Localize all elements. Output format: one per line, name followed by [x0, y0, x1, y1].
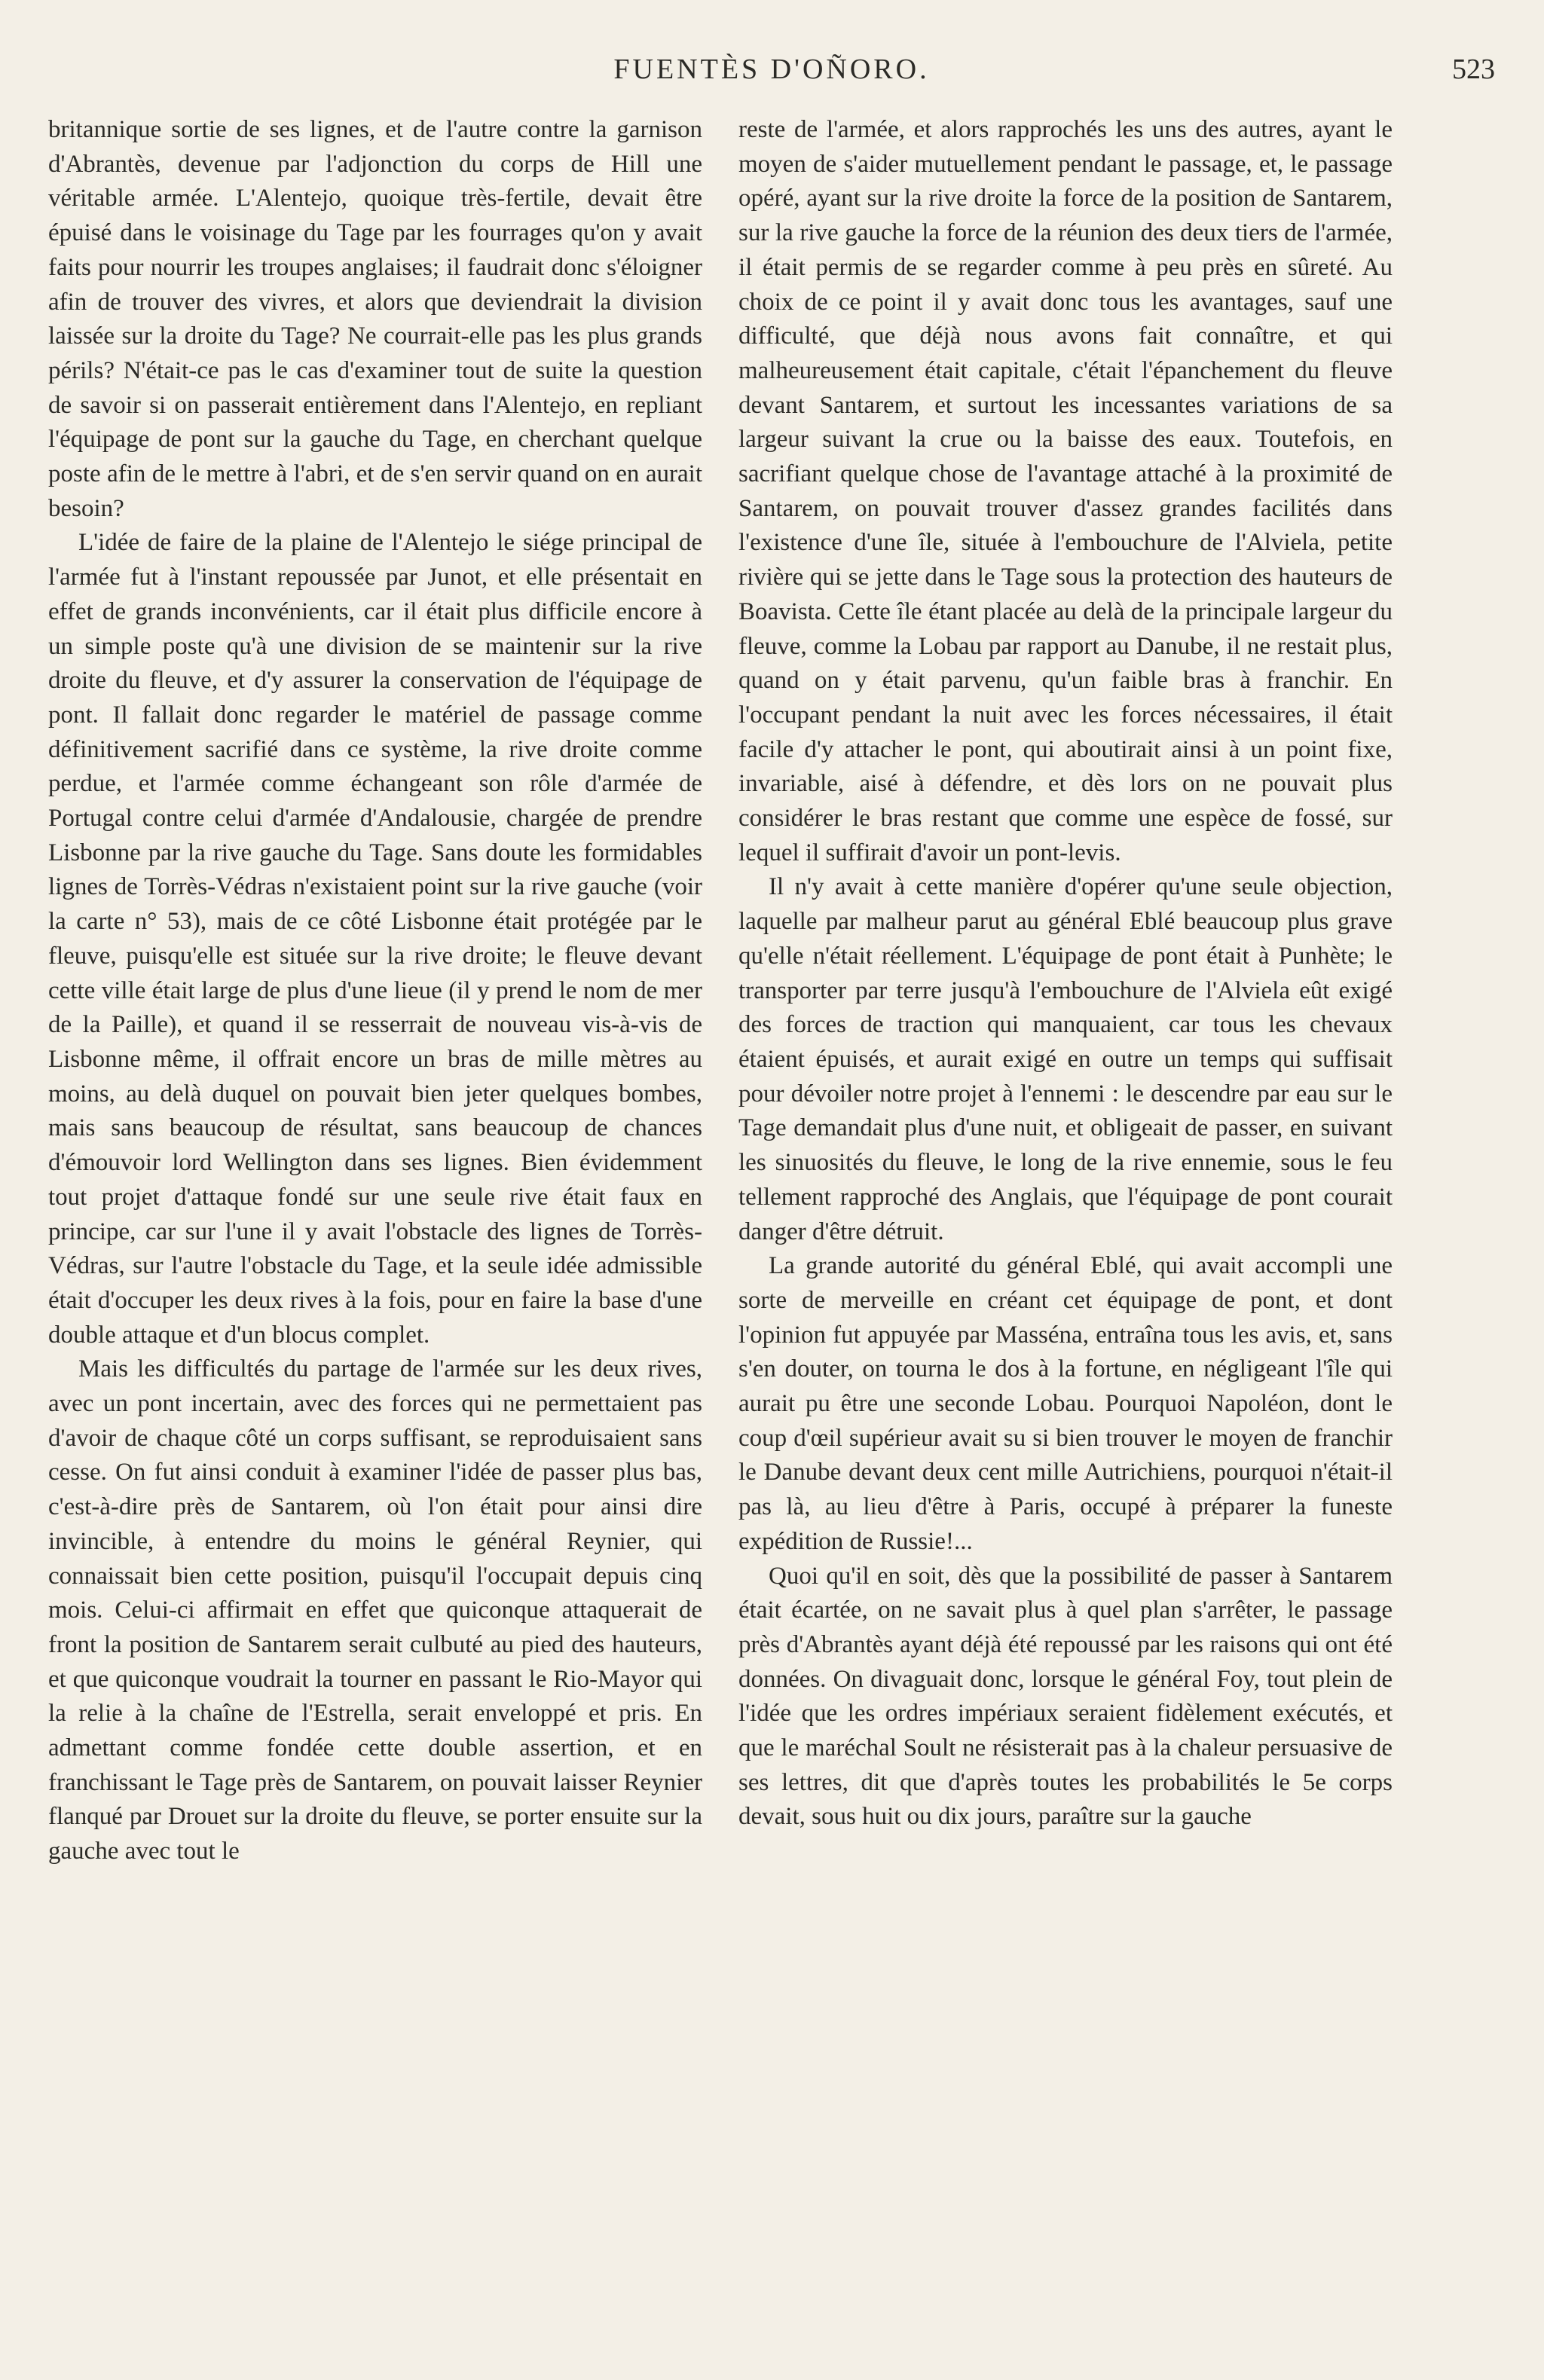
paragraph: reste de l'armée, et alors rapprochés les uns des autres, ayant le moyen de s'aider mutuellement pendant le passage, et, le passage opéré, ayant sur la rive droite la force de la position de Santarem, sur la rive gauche la force de la réunion des deux tiers de l'armée, il était permis de se regarder comme à peu près en sûreté. Au choix de ce point il y avait donc tous les avantages, sauf une difficulté, que déjà nous avons fait connaître, et qui malheureusement était capitale, c'était l'épanchement du fleuve devant Santarem, et surtout les incessantes variations de sa largeur suivant la crue ou la baisse des eaux. Toutefois, en sacrifiant quelque chose de l'avantage attaché à la proximité de Santarem, on pouvait trouver d'assez grandes facilités dans l'existence d'une île, située à l'embouchure de l'Alviela, petite rivière qui se jette dans le Tage sous la protection des hauteurs de Boavista. Cette île étant placée au delà de la principale largeur du fleuve, comme la Lobau par rapport au Danube, il ne restait plus, quand on y était parvenu, qu'un faible bras à franchir. En l'occupant pendant la nuit avec les forces nécessaires, il était facile d'y attacher le pont, qui aboutirait ainsi à un point fixe, invariable, aisé à défendre, et dès lors on ne pouvait plus considérer le bras restant que comme une espèce de fossé, sur lequel il suffirait d'avoir un pont-levis. [738, 116, 1393, 866]
running-title: FUENTÈS D'OÑORO. [613, 53, 930, 85]
right-column [738, 113, 1393, 2366]
page-number: 523 [1452, 53, 1495, 85]
paragraph: Il n'y avait à cette manière d'opérer qu'une seule objection, laquelle par malheur parut au général Eblé beaucoup plus grave qu'elle n'était réellement. L'équipage de pont était à Punhète; le transporter par terre jusqu'à l'embouchure de l'Alviela eût exigé des forces de traction qui manquaient, car tous les chevaux étaient épuisés, et aurait exigé en outre un temps qui suffisait pour dévoiler notre projet à l'ennemi : le descendre par eau sur le Tage demandait plus d'une nuit, et obligeait de passer, en suivant les sinuosités du fleuve, le long de la rive ennemie, sous le feu tellement rapproché des Anglais, que l'équipage de pont courait danger d'être détruit. [738, 873, 1393, 1245]
left-column [48, 113, 702, 2366]
paragraph: Mais les difficultés du partage de l'armée sur les deux rives, avec un pont incertain, avec des forces qui ne permettaient pas d'avoir de chaque côté un corps suffisant, se reproduisaient sans cesse. On fut ainsi conduit à examiner l'idée de passer plus bas, c'est-à-dire près de Santarem, où l'on était pour ainsi dire invincible, à entendre du moins le général Reynier, qui connaissait bien cette position, puisqu'il l'occupait depuis cinq mois. Celui-ci affirmait en effet que quiconque attaquerait de front la position de Santarem serait culbuté au pied des hauteurs, et que quiconque voudrait la tourner en passant le Rio-Mayor qui la relie à la chaîne de l'Estrella, serait enveloppé et pris. En admettant comme fondée cette double assertion, et en franchissant le Tage près de Santarem, on pouvait laisser Reynier flanqué par Drouet sur la droite du fleuve, se porter ensuite sur la gauche avec tout le [48, 1355, 702, 1865]
running-head [48, 53, 1495, 98]
paragraph: La grande autorité du général Eblé, qui avait accompli une sorte de merveille en créant cet équipage de pont, et dont l'opinion fut appuyée par Masséna, entraîna tous les avis, et, sans s'en douter, on tourna le dos à la fortune, en négligeant l'île qui aurait pu être une seconde Lobau. Pourquoi Napoléon, dont le coup d'œil supérieur avait su si bien trouver le moyen de franchir le Danube devant deux cent mille Autrichiens, pourquoi n'était-il pas là, au lieu d'être à Paris, occupé à préparer la funeste expédition de Russie!... [738, 1252, 1393, 1555]
paragraph: L'idée de faire de la plaine de l'Alentejo le siége principal de l'armée fut à l'instant repoussée par Junot, et elle présentait en effet de grands inconvénients, car il était plus difficile encore à un simple poste qu'à une division de se maintenir sur la rive droite du fleuve, et d'y assurer la conservation de l'équipage de pont. Il fallait donc regarder le matériel de passage comme définitivement sacrifié dans ce système, la rive droite comme perdue, et l'armée comme échangeant son rôle d'armée de Portugal contre celui d'armée d'Andalousie, chargée de prendre Lisbonne par la rive gauche du Tage. Sans doute les formidables lignes de Torrès-Védras n'existaient point sur la rive gauche (voir la carte n° 53), mais de ce côté Lisbonne était protégée par le fleuve, puisqu'elle est située sur la rive droite; le fleuve devant cette ville était large de plus d'une lieue (il y prend le nom de mer de la Paille), et quand il se resserrait de nouveau vis-à-vis de Lisbonne même, il offrait encore un bras de mille mètres au moins, au delà duquel on pouvait bien jeter quelques bombes, mais sans beaucoup de résultat, sans beaucoup de chances d'émouvoir lord Wellington dans ses lignes. Bien évidemment tout projet d'attaque fondé sur une seule rive était faux en principe, car sur l'une il y avait l'obstacle des lignes de Torrès-Védras, sur l'autre l'obstacle du Tage, et la seule idée admissible était d'occuper les deux rives à la fois, pour en faire la base d'une double attaque et d'un blocus complet. [48, 529, 702, 1349]
paragraph: Quoi qu'il en soit, dès que la possibilité de passer à Santarem était écartée, on ne savait plus à quel plan s'arrêter, le passage près d'Abrantès ayant déjà été repoussé par les raisons qui ont été données. On divaguait donc, lorsque le général Foy, tout plein de l'idée que les ordres impériaux seraient fidèlement exécutés, et que le maréchal Soult ne résisterait pas à la chaleur persuasive de ses lettres, dit que d'après toutes les probabilités le 5e corps devait, sous huit ou dix jours, paraître sur la gauche [738, 1562, 1393, 1831]
paragraph: britannique sortie de ses lignes, et de l'autre contre la garnison d'Abrantès, devenue par l'adjonction du corps de Hill une véritable armée. L'Alentejo, quoique très-fertile, devait être épuisé dans le voisinage du Tage par les fourrages qu'on y avait faits pour nourrir les troupes anglaises; il faudrait donc s'éloigner afin de trouver des vivres, et alors que deviendrait la division laissée sur la droite du Tage? Ne courrait-elle pas les plus grands périls? N'était-ce pas le cas d'examiner tout de suite la question de savoir si on passerait entièrement dans l'Alentejo, en repliant l'équipage de pont sur la gauche du Tage, en cherchant quelque poste afin de le mettre à l'abri, et de s'en servir quand on en aurait besoin? [48, 116, 702, 522]
